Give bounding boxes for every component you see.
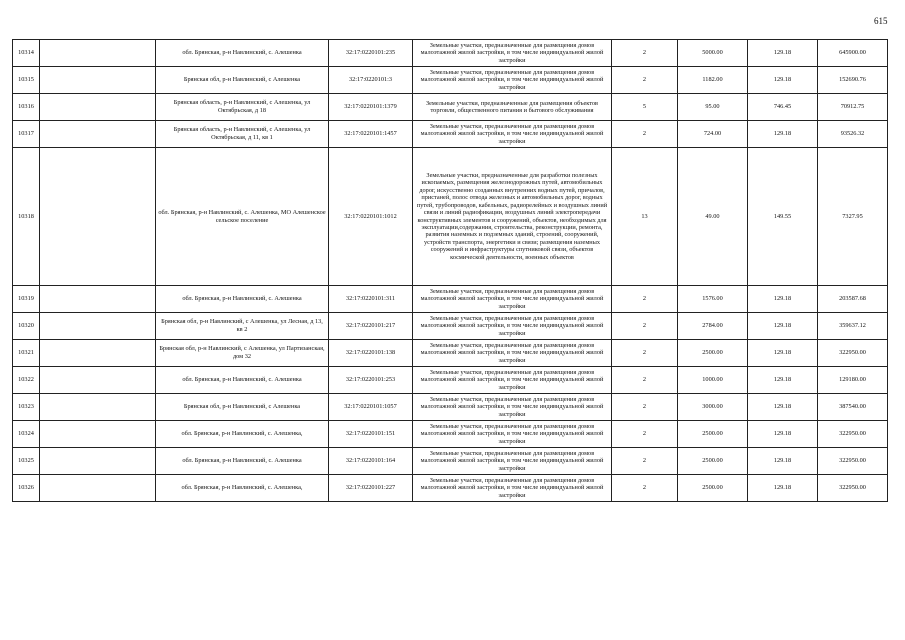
address-cell: Брянская обл, р-н Навлинский, с Алешенка, ул Лесная, д 13, кв 2 xyxy=(156,313,329,340)
cadastral-number-cell: 32:17:0220101:138 xyxy=(329,340,413,367)
table-row xyxy=(13,448,888,475)
cadastral-value-cell: 322950.00 xyxy=(818,475,888,502)
empty-cell xyxy=(40,448,156,475)
land-use-purpose-cell: Земельные участки, предназначенные для размещения домов малоэтажной жилой застройки, в том числе индивидуальной жилой застройки xyxy=(413,394,612,421)
land-use-purpose-cell: Земельные участки, предназначенные для размещения домов малоэтажной жилой застройки, в том числе индивидуальной жилой застройки xyxy=(413,367,612,394)
cadastral-number-cell: 32:17:0220101:311 xyxy=(329,286,413,313)
specific-value-cell: 129.18 xyxy=(748,448,818,475)
cadastral-number-cell: 32:17:0220101:1012 xyxy=(329,148,413,286)
group-number-cell: 2 xyxy=(612,40,678,67)
cadastral-value-cell: 203587.68 xyxy=(818,286,888,313)
specific-value-cell: 129.18 xyxy=(748,394,818,421)
cadastral-value-cell: 129180.00 xyxy=(818,367,888,394)
specific-value-cell: 129.18 xyxy=(748,40,818,67)
address-cell: обл. Брянская, р-н Навлинский, с. Алешенка, xyxy=(156,475,329,502)
table-row xyxy=(13,286,888,313)
group-number-cell: 2 xyxy=(612,313,678,340)
group-number-cell: 2 xyxy=(612,67,678,94)
address-cell: Брянская область, р-н Навлинский, с Алешенка, ул Октябрьская, д 11, кв 1 xyxy=(156,121,329,148)
group-number-cell: 5 xyxy=(612,94,678,121)
page-number: 615 xyxy=(874,16,888,26)
table-row xyxy=(13,40,888,67)
cadastral-value-cell: 70912.75 xyxy=(818,94,888,121)
cadastral-number-cell: 32:17:0220101:164 xyxy=(329,448,413,475)
group-number-cell: 2 xyxy=(612,286,678,313)
cadastral-number-cell: 32:17:0220101:1379 xyxy=(329,94,413,121)
table-row xyxy=(13,421,888,448)
cadastral-number-cell: 32:17:0220101:253 xyxy=(329,367,413,394)
cadastral-value-cell: 322950.00 xyxy=(818,448,888,475)
row-number: 10315 xyxy=(13,67,40,94)
specific-value-cell: 129.18 xyxy=(748,421,818,448)
group-number-cell: 2 xyxy=(612,475,678,502)
specific-value-cell: 149.55 xyxy=(748,148,818,286)
row-number: 10323 xyxy=(13,394,40,421)
address-cell: Брянская обл, р-н Навлинский, с Алешенка xyxy=(156,394,329,421)
address-cell: обл. Брянская, р-н Навлинский, с. Алешенка xyxy=(156,448,329,475)
empty-cell xyxy=(40,367,156,394)
empty-cell xyxy=(40,67,156,94)
specific-value-cell: 129.18 xyxy=(748,121,818,148)
address-cell: Брянская область, р-н Навлинский, с Алешенка, ул Октябрьская, д 18 xyxy=(156,94,329,121)
area-cell: 1576.00 xyxy=(678,286,748,313)
area-cell: 1000.00 xyxy=(678,367,748,394)
area-cell: 5000.00 xyxy=(678,40,748,67)
table-row xyxy=(13,121,888,148)
area-cell: 724.00 xyxy=(678,121,748,148)
area-cell: 49.00 xyxy=(678,148,748,286)
table-row xyxy=(13,340,888,367)
empty-cell xyxy=(40,421,156,448)
row-number: 10320 xyxy=(13,313,40,340)
cadastral-value-cell: 359637.12 xyxy=(818,313,888,340)
cadastral-value-cell: 93526.32 xyxy=(818,121,888,148)
land-use-purpose-cell: Земельные участки, предназначенные для размещения домов малоэтажной жилой застройки, в том числе индивидуальной жилой застройки xyxy=(413,475,612,502)
empty-cell xyxy=(40,40,156,67)
empty-cell xyxy=(40,148,156,286)
empty-cell xyxy=(40,313,156,340)
cadastral-number-cell: 32:17:0220101:235 xyxy=(329,40,413,67)
land-use-purpose-cell: Земельные участки, предназначенные для размещения домов малоэтажной жилой застройки, в том числе индивидуальной жилой застройки xyxy=(413,286,612,313)
address-cell: обл. Брянская, р-н Навлинский, с. Алешенка, МО Алешенское сельское поселение xyxy=(156,148,329,286)
table-row xyxy=(13,475,888,502)
row-number: 10318 xyxy=(13,148,40,286)
row-number: 10324 xyxy=(13,421,40,448)
group-number-cell: 2 xyxy=(612,121,678,148)
empty-cell xyxy=(40,121,156,148)
land-use-purpose-cell: Земельные участки, предназначенные для размещения объектов торговли, общественного питания и бытового обслуживания xyxy=(413,94,612,121)
group-number-cell: 2 xyxy=(612,394,678,421)
empty-cell xyxy=(40,340,156,367)
cadastral-value-cell: 322950.00 xyxy=(818,421,888,448)
cadastral-value-cell: 387540.00 xyxy=(818,394,888,421)
specific-value-cell: 129.18 xyxy=(748,313,818,340)
group-number-cell: 2 xyxy=(612,421,678,448)
cadastral-number-cell: 32:17:0220101:217 xyxy=(329,313,413,340)
address-cell: обл. Брянская, р-н Навлинский, с. Алешенка xyxy=(156,286,329,313)
cadastral-value-cell: 645900.00 xyxy=(818,40,888,67)
row-number: 10326 xyxy=(13,475,40,502)
land-use-purpose-cell: Земельные участки, предназначенные для размещения домов малоэтажной жилой застройки, в том числе индивидуальной жилой застройки xyxy=(413,421,612,448)
specific-value-cell: 129.18 xyxy=(748,367,818,394)
land-use-purpose-cell: Земельные участки, предназначенные для размещения домов малоэтажной жилой застройки, в том числе индивидуальной жилой застройки xyxy=(413,40,612,67)
land-use-purpose-cell: Земельные участки, предназначенные для размещения домов малоэтажной жилой застройки, в том числе индивидуальной жилой застройки xyxy=(413,67,612,94)
table-row xyxy=(13,67,888,94)
cadastral-number-cell: 32:17:0220101:151 xyxy=(329,421,413,448)
empty-cell xyxy=(40,286,156,313)
table-row xyxy=(13,94,888,121)
group-number-cell: 2 xyxy=(612,340,678,367)
cadastral-value-table xyxy=(12,39,888,502)
address-cell: Брянская обл, р-н Навлинский, с Алешенка, ул Партизанская, дом 32 xyxy=(156,340,329,367)
table-row xyxy=(13,313,888,340)
cadastral-value-cell: 152690.76 xyxy=(818,67,888,94)
specific-value-cell: 129.18 xyxy=(748,475,818,502)
area-cell: 2784.00 xyxy=(678,313,748,340)
cadastral-value-cell: 322950.00 xyxy=(818,340,888,367)
address-cell: обл. Брянская, р-н Навлинский, с. Алешенка, xyxy=(156,421,329,448)
table-row xyxy=(13,148,888,286)
land-use-purpose-cell: Земельные участки, предназначенные для разработки полезных ископаемых, размещения железнодорожных путей, автомобильных дорог, искусственно созданных внутренних водных путей, причалов, пристаней, полос отвода железных и автомобильных дорог, водных путей, трубопроводов, кабельных, радиорелейных и воздушных линий связи и линий радиофикации, воздушных линий электропередачи конструктивных элементов и сооружений, объектов, необходимых для эксплуатации,содержания, строительства, реконструкции, ремонта, развития наземных и подземных зданий, строений, сооружений, устройств транспорта, энергетики и связи; размещения наземных сооружений и инфраструктуры спутниковой связи, объектов космической деятельности, военных объектов xyxy=(413,148,612,286)
row-number: 10317 xyxy=(13,121,40,148)
address-cell: Брянская обл, р-н Навлинский, с Алешенка xyxy=(156,67,329,94)
address-cell: обл. Брянская, р-н Навлинский, с. Алешенка xyxy=(156,40,329,67)
row-number: 10321 xyxy=(13,340,40,367)
land-use-purpose-cell: Земельные участки, предназначенные для размещения домов малоэтажной жилой застройки, в том числе индивидуальной жилой застройки xyxy=(413,121,612,148)
cadastral-number-cell: 32:17:0220101:3 xyxy=(329,67,413,94)
group-number-cell: 2 xyxy=(612,367,678,394)
land-use-purpose-cell: Земельные участки, предназначенные для размещения домов малоэтажной жилой застройки, в том числе индивидуальной жилой застройки xyxy=(413,313,612,340)
area-cell: 3000.00 xyxy=(678,394,748,421)
group-number-cell: 13 xyxy=(612,148,678,286)
cadastral-number-cell: 32:17:0220101:227 xyxy=(329,475,413,502)
row-number: 10314 xyxy=(13,40,40,67)
land-use-purpose-cell: Земельные участки, предназначенные для размещения домов малоэтажной жилой застройки, в том числе индивидуальной жилой застройки xyxy=(413,448,612,475)
specific-value-cell: 746.45 xyxy=(748,94,818,121)
empty-cell xyxy=(40,94,156,121)
area-cell: 95.00 xyxy=(678,94,748,121)
land-use-purpose-cell: Земельные участки, предназначенные для размещения домов малоэтажной жилой застройки, в том числе индивидуальной жилой застройки xyxy=(413,340,612,367)
cadastral-number-cell: 32:17:0220101:1057 xyxy=(329,394,413,421)
cadastral-number-cell: 32:17:0220101:1457 xyxy=(329,121,413,148)
row-number: 10325 xyxy=(13,448,40,475)
row-number: 10319 xyxy=(13,286,40,313)
specific-value-cell: 129.18 xyxy=(748,67,818,94)
row-number: 10316 xyxy=(13,94,40,121)
specific-value-cell: 129.18 xyxy=(748,340,818,367)
group-number-cell: 2 xyxy=(612,448,678,475)
cadastral-value-cell: 7327.95 xyxy=(818,148,888,286)
address-cell: обл. Брянская, р-н Навлинский, с. Алешенка xyxy=(156,367,329,394)
area-cell: 2500.00 xyxy=(678,448,748,475)
area-cell: 2500.00 xyxy=(678,340,748,367)
table-body xyxy=(13,40,888,502)
empty-cell xyxy=(40,394,156,421)
area-cell: 1182.00 xyxy=(678,67,748,94)
table-row xyxy=(13,394,888,421)
area-cell: 2500.00 xyxy=(678,475,748,502)
table-row xyxy=(13,367,888,394)
specific-value-cell: 129.18 xyxy=(748,286,818,313)
area-cell: 2500.00 xyxy=(678,421,748,448)
row-number: 10322 xyxy=(13,367,40,394)
empty-cell xyxy=(40,475,156,502)
